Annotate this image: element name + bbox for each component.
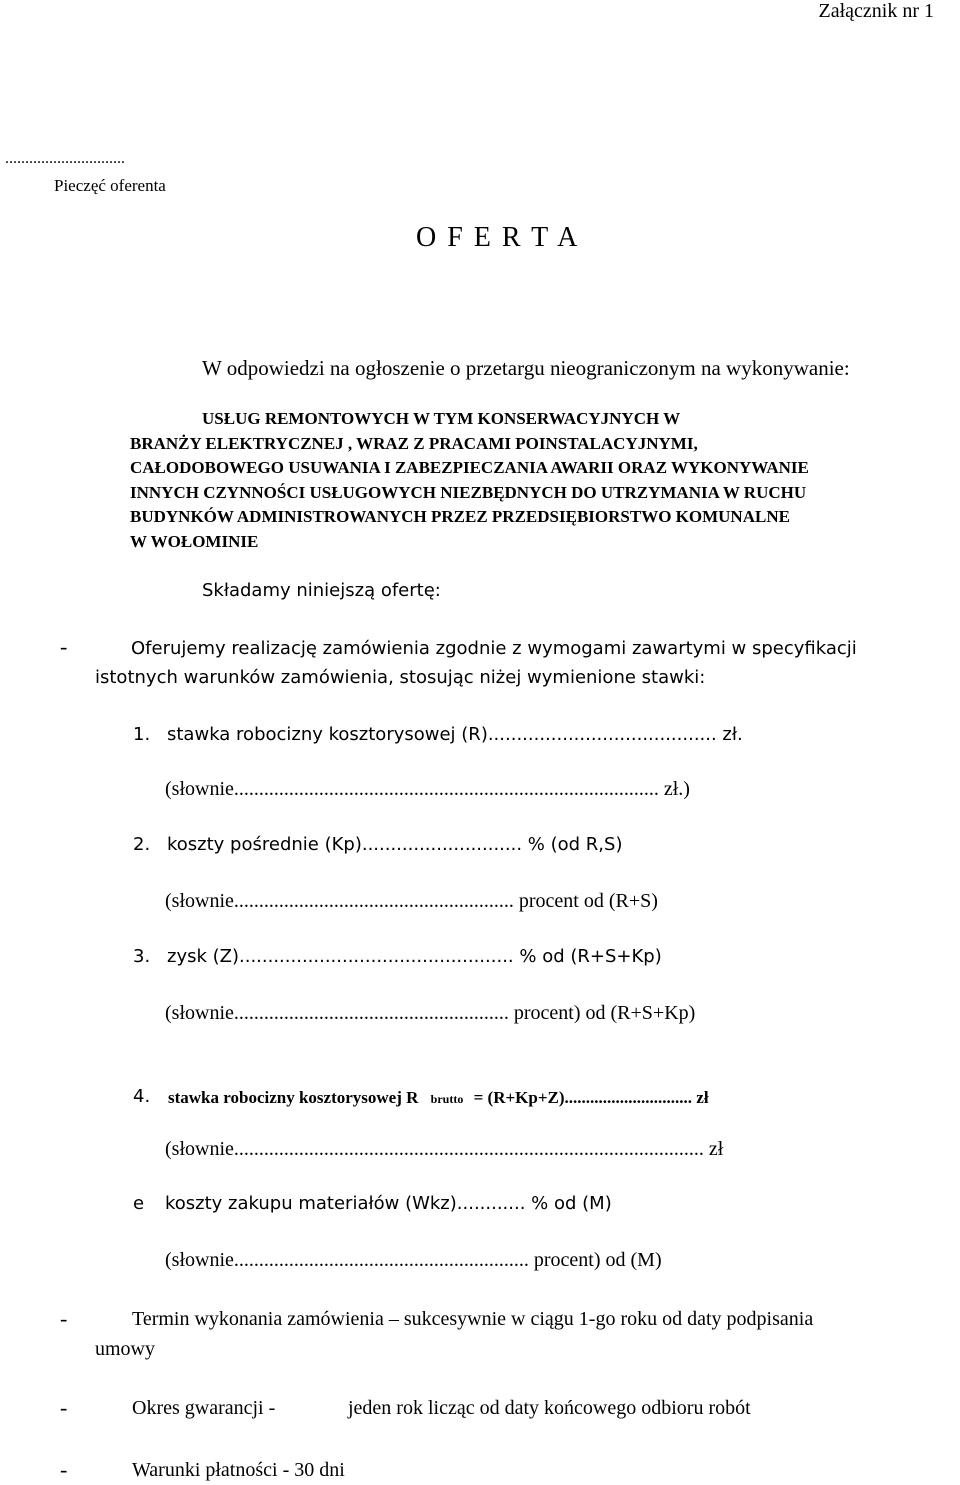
- document-title: O F E R T A: [416, 222, 580, 253]
- bullet-dash: -: [60, 1395, 68, 1420]
- warranty-label: Okres gwarancji -: [132, 1397, 276, 1419]
- intro-text: W odpowiedzi na ogłoszenie o przetargu nieograniczonym na wykonywanie:: [202, 356, 850, 380]
- item-number: 4.: [133, 1086, 151, 1107]
- item-profit-words: (słownie....................................................... procent) od (R+S+Kp): [165, 1002, 696, 1024]
- item-letter: e: [133, 1193, 145, 1214]
- item-number: 3.: [133, 946, 151, 967]
- subject-line: INNYCH CZYNNOŚCI USŁUGOWYCH NIEZBĘDNYCH DO UTRZYMANIA W RUCHU: [130, 482, 807, 502]
- item-indirect-costs: koszty pośrednie (Kp)............................ % (od R,S): [167, 834, 623, 855]
- bullet-dash: -: [60, 634, 68, 659]
- item-gross-rate-formula: = (R+Kp+Z).............................. zł: [473, 1088, 709, 1107]
- item-profit: zysk (Z)................................................ % od (R+S+Kp): [167, 946, 662, 967]
- annex-label: Załącznik nr 1: [818, 0, 934, 22]
- item-indirect-costs-words: (słownie........................................................ procent od (R+S): [165, 890, 658, 912]
- item-labour-rate: stawka robocizny kosztorysowej (R)........................................ zł.: [167, 724, 743, 745]
- subject-line: BUDYNKÓW ADMINISTROWANYCH PRZEZ PRZEDSIĘBIORSTWO KOMUNALNE: [130, 507, 790, 526]
- item-material-costs: koszty zakupu materiałów (Wkz)............ % od (M): [165, 1193, 612, 1214]
- tender-subject: [130, 407, 809, 554]
- subject-line: BRANŻY ELEKTRYCZNEJ , WRAZ Z PRACAMI POINSTALACYJNYMI,: [130, 433, 698, 453]
- item-number: 1.: [133, 724, 151, 745]
- item-gross-rate-label: stawka robocizny kosztorysowej R: [168, 1088, 419, 1107]
- offer-line-1: Oferujemy realizację zamówienia zgodnie z wymogami zawartymi w specyfikacji: [131, 638, 857, 659]
- term-line-1: Termin wykonania zamówienia – sukcesywnie w ciągu 1-go roku od daty podpisania: [132, 1308, 814, 1330]
- item-material-costs-words: (słownie........................................................... procent) od (M): [165, 1249, 662, 1271]
- stamp-label: Pieczęć oferenta: [54, 176, 166, 195]
- offer-line-2: istotnych warunków zamówienia, stosując niżej wymienione stawki:: [95, 667, 706, 688]
- item-gross-rate-words: (słownie.............................................................................................. zł: [165, 1138, 724, 1160]
- submit-text: Składamy niniejszą ofertę:: [202, 580, 441, 601]
- item-number: 2.: [133, 834, 151, 855]
- bullet-dash: -: [60, 1457, 68, 1482]
- term-line-2: umowy: [95, 1338, 155, 1360]
- item-labour-rate-words: (słownie..................................................................................... zł.): [165, 778, 690, 800]
- warranty-value: jeden rok licząc od daty końcowego odbioru robót: [348, 1397, 751, 1419]
- item-gross-rate: [168, 1088, 709, 1108]
- subject-line: CAŁODOBOWEGO USUWANIA I ZABEZPIECZANIA AWARII ORAZ WYKONYWANIE: [130, 458, 809, 477]
- subject-line: W WOŁOMINIE: [130, 531, 259, 551]
- item-gross-rate-subscript: brutto: [430, 1092, 464, 1106]
- bullet-dash: -: [60, 1306, 68, 1331]
- stamp-dots: ..............................: [5, 150, 125, 167]
- payment-terms: Warunki płatności - 30 dni: [132, 1459, 345, 1481]
- subject-line: USŁUG REMONTOWYCH W TYM KONSERWACYJNYCH W: [202, 409, 681, 428]
